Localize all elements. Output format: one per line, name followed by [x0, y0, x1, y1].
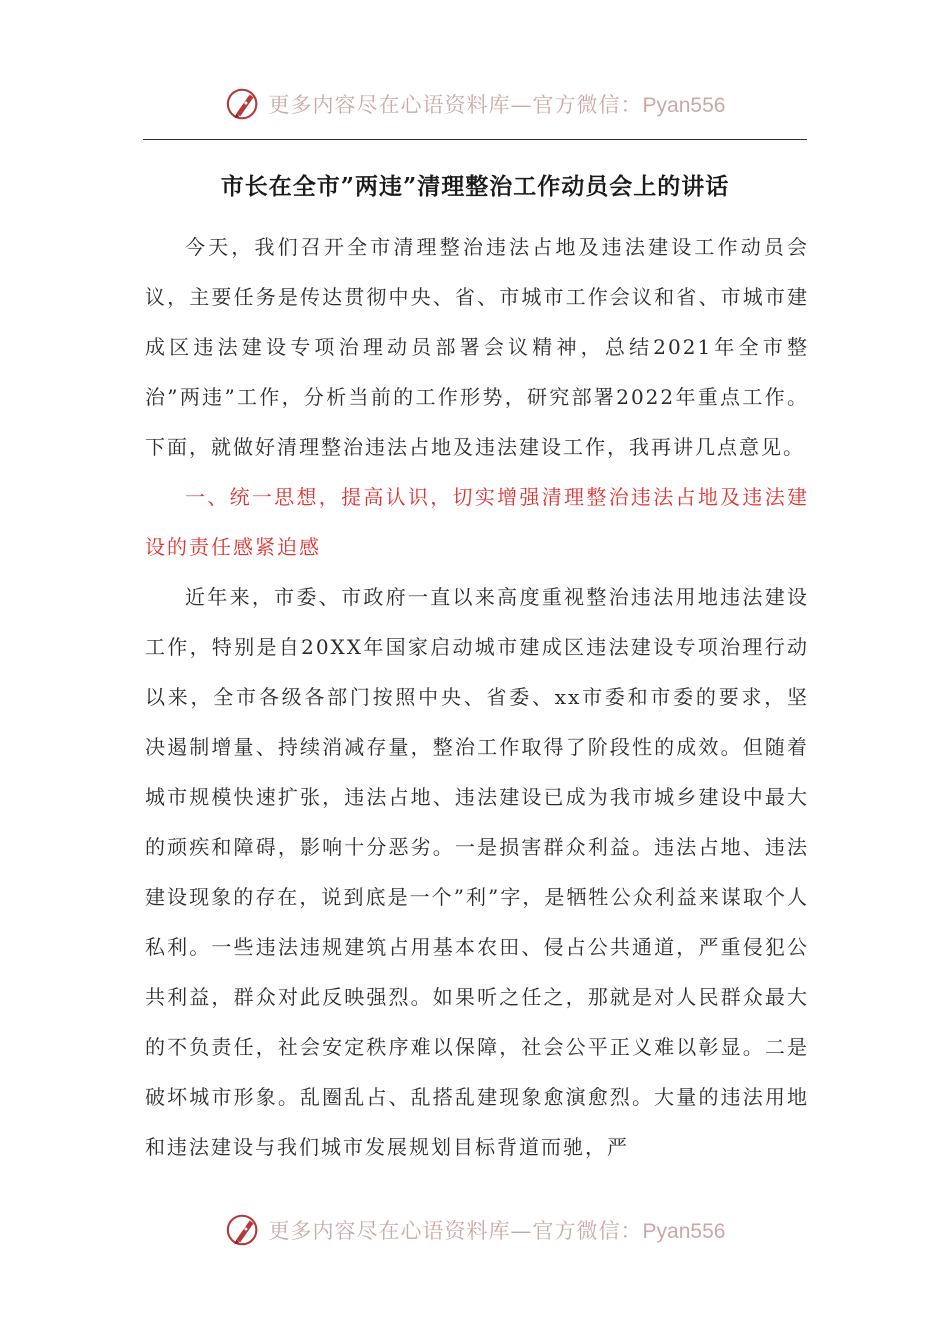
banner-text-cn: 更多内容尽在心语资料库—官方微信： — [268, 93, 643, 117]
footer-banner — [0, 1208, 950, 1252]
paragraph-body-1: 近年来，市委、市政府一直以来高度重视整治违法用地违法建设工作，特别是自20XX年国家启动城市建成区违法建设专项治理行动以来，全市各级各部门按照中央、省委、xx市委和市委的要求，坚决遏制增量、持续消减存量，整治工作取得了阶段性的成效。但随着城市规模快速扩张，违法占地、违法建设已成为我市城乡建设中最大的顽疾和障碍，影响十分恶劣。一是损害群众利益。违法占地、违法建设现象的存在，说到底是一个”利”字，是牺牲公众利益来谋取个人私利。一些违法违规建筑占用基本农田、侵占公共通道，严重侵犯公共利益，群众对此反映强烈。如果听之任之，那就是对人民群众最大的不负责任，社会安定秩序难以保障，社会公平正义难以彰显。二是破坏城市形象。乱圈乱占、乱搭乱建现象愈演愈烈。大量的违法用地和违法建设与我们城市发展规划目标背道而驰，严 — [145, 585, 809, 1159]
wechat-id: Pyan556 — [642, 94, 726, 117]
section-heading-1: 一、统一思想，提高认识，切实增强清理整治违法占地及违法建设的责任感紧迫感 — [145, 485, 809, 559]
document-title: 市长在全市”两违”清理整治工作动员会上的讲话 — [220, 173, 730, 200]
paragraph-intro: 今天，我们召开全市清理整治违法占地及违法建设工作动员会议，主要任务是传达贯彻中央、省、市城市工作会议和省、市城市建成区违法建设专项治理动员部署会议精神，总结2021年全市整治”两违”工作，分析当前的工作形势，研究部署2022年重点工作。下面，就做好清理整治违法占地及违法建设工作，我再讲几点意见。 — [145, 235, 809, 459]
header-banner — [0, 82, 950, 126]
banner-text-cn: 更多内容尽在心语资料库—官方微信： — [268, 1219, 643, 1243]
fountain-pen-icon — [225, 85, 263, 123]
banner-text — [269, 1215, 726, 1245]
fountain-pen-icon — [225, 1211, 263, 1249]
header-divider — [143, 139, 807, 140]
document-body — [145, 222, 809, 1172]
banner-text — [269, 89, 726, 119]
wechat-id: Pyan556 — [642, 1220, 726, 1243]
